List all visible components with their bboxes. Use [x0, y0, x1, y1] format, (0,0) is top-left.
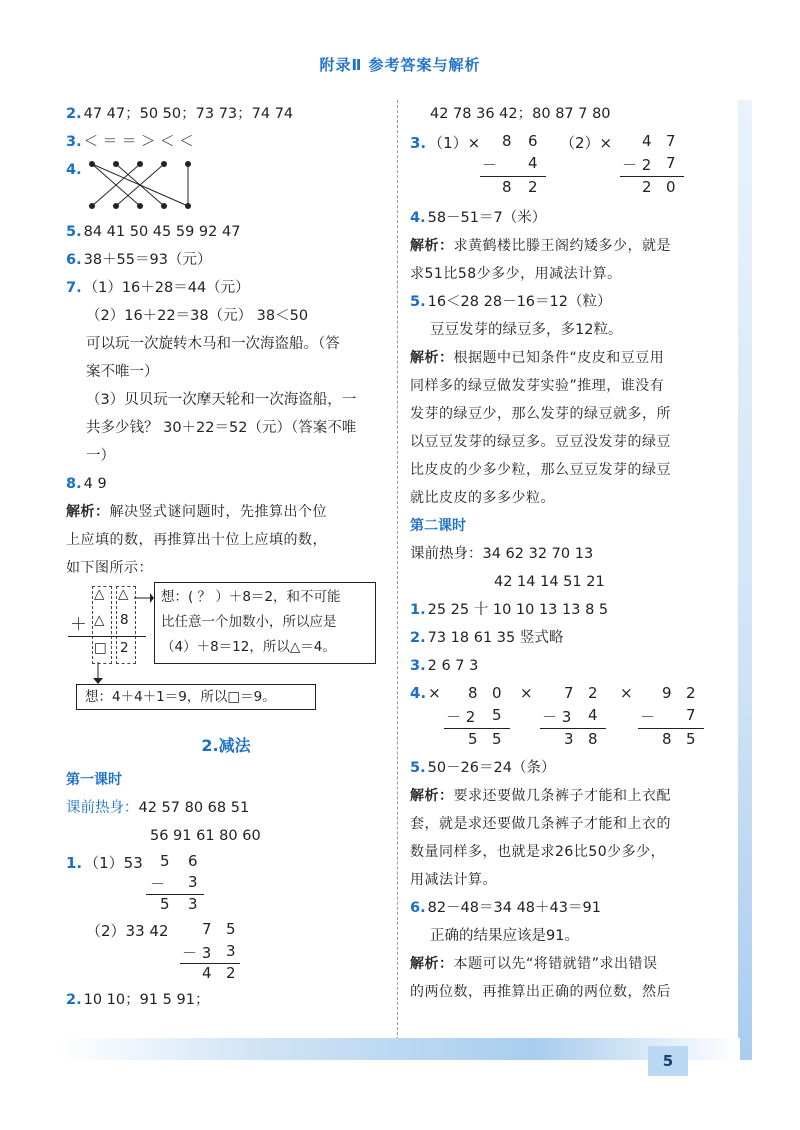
- answer-7-line-2: （2）16＋22＝38（元） 38＜50: [86, 308, 309, 324]
- lesson1-answer-2: 2. 10 10；91 5 91；: [66, 992, 210, 1008]
- answer-7-line-6: 共多少钱？ 30＋22＝52（元）（答案不唯: [86, 420, 357, 436]
- lesson2-answer-6: 6. 82－48＝34 48＋43＝91: [410, 900, 601, 916]
- hint-box: 想：( ？ ）＋8＝2，和不可能 比任意一个加数小，所以应是 （4）＋8＝12，所以△＝4。: [154, 582, 376, 664]
- analysis-lesson2-5: 解析：要求还要做几条裤子才能和上衣配 套，就是求还要做几条裤子才能和上衣的 数量同样多，也就是求26比50少多少， 用减法计算。: [410, 788, 671, 888]
- right-column: [410, 100, 725, 1006]
- arrow-down-icon: [92, 662, 104, 684]
- sum-line: [444, 728, 510, 729]
- sum-line: [638, 728, 704, 729]
- lesson2-answer-2: 2. 73 18 61 35 竖式略: [410, 630, 564, 646]
- warmup-1-row-2: 56 91 61 80 60: [150, 828, 261, 844]
- matching-lines-diagram: [86, 158, 196, 214]
- lesson1-answer-3: 3. （1）× 8 6 － 4 8 2 （2）× 4 7 － 2 7 2 0: [410, 128, 725, 204]
- analysis-lesson2-6: 解析：本题可以先“将错就错”求出错误 的两位数，再推算出正确的两位数，然后: [410, 956, 671, 1000]
- sum-line: [540, 728, 606, 729]
- lesson2-answer-4: 4. × 8 0 － 2 5 5 5 × 7 2 － 3 4 3 8 × 9 2 － 7 8 5: [410, 680, 725, 754]
- lesson2-answer-1: 1. 25 25 十 10 10 13 13 8 5: [410, 602, 609, 618]
- page-header: 附录Ⅱ 参考答案与解析: [319, 56, 481, 74]
- left-column: [66, 100, 386, 1014]
- answer-5: 5. 84 41 50 45 59 92 47: [66, 224, 241, 240]
- lesson1-answer-1-part-1: 1. （1）53 5 6 － 3 5 3: [66, 850, 386, 916]
- section-title-subtraction: 2.减法: [201, 736, 251, 755]
- warmup-2-row-1: 课前热身：34 62 32 70 13: [410, 546, 594, 562]
- answer-3: 3. ＜ ＝ ＝ ＞ ＜ ＜: [66, 134, 194, 150]
- answer-7-line-5: （3）贝贝玩一次摩天轮和一次海盗船，一: [86, 392, 357, 408]
- hint-box-2: 想：4＋4＋1＝9，所以□＝9。: [76, 684, 316, 710]
- analysis-5: 解析：根据题中已知条件“皮皮和豆豆用 同样多的绿豆做发芽实验”推理，谁没有 发芽的绿豆少，那么发芽的绿豆就多，所 以豆豆发芽的绿豆多。豆豆没发芽的绿豆 比皮皮的少多少粒，那么豆豆发芽的绿豆 就比皮皮的多多少粒。: [410, 350, 671, 506]
- answer-4: 4.: [66, 156, 386, 212]
- answer-7-line-7: 一）: [86, 448, 115, 464]
- lesson2-answer-6-line-2: 正确的结果应该是91。: [430, 928, 579, 944]
- sum-line: [68, 636, 146, 637]
- sum-line: [480, 176, 546, 177]
- answer-2: 2. 47 47；50 50；73 73；74 74: [66, 106, 294, 122]
- lesson2-answer-5: 5. 50－26＝24（条）: [410, 760, 556, 776]
- lesson1-answer-2-continued: 42 78 36 42；80 87 7 80: [430, 106, 611, 122]
- warmup-1-row-1: 课前热身：42 57 80 68 51: [66, 800, 250, 816]
- decorative-footer-band: [60, 1038, 740, 1060]
- answer-6: 6. 38＋55＝93（元）: [66, 252, 212, 268]
- analysis-4: 解析：求黄鹤楼比滕王阁约矮多少，就是 求51比58少多少，用减法计算。: [410, 238, 671, 282]
- warmup-2-row-2: 42 14 14 51 21: [494, 574, 605, 590]
- vertical-puzzle-diagram: △ △ ＋ △ 8 □ 2 想：( ？ ）＋8＝2，和不可能 比任意一个加数小，所以应是 （4）＋8＝12，所以△＝4。 想：4＋4＋1＝9，所以□＝9。: [66, 582, 386, 712]
- lesson1-answer-5: 5. 16＜28 28－16＝12（粒）: [410, 294, 612, 310]
- answer-7-line-3: 可以玩一次旋转木马和一次海盗船。（答: [86, 336, 340, 352]
- answer-7-line-4: 案不唯一）: [86, 364, 159, 380]
- lesson1-answer-5-line-2: 豆豆发芽的绿豆多，多12粒。: [430, 322, 623, 338]
- answer-7-line-1: 7. （1）16＋28＝44（元）: [66, 280, 250, 296]
- column-divider: [397, 100, 398, 1050]
- page-number: 5: [648, 1046, 688, 1076]
- arrow-right-icon: [134, 588, 154, 608]
- lesson1-answer-1-part-2: （2）33 42 7 5 － 3 3 4 2: [66, 916, 386, 986]
- lesson2-answer-3: 3. 2 6 7 3: [410, 658, 479, 674]
- analysis-8: 解析：解决竖式谜问题时，先推算出个位 上应填的数，再推算出十位上应填的数， 如下图所示：: [66, 504, 327, 576]
- decorative-side-band: [738, 100, 752, 1060]
- answer-8: 8. 4 9: [66, 476, 107, 492]
- lesson1-answer-4: 4. 58－51＝7（米）: [410, 210, 547, 226]
- sum-line: [620, 176, 684, 177]
- lesson-1-title: 第一课时: [66, 772, 122, 788]
- lesson-2-title: 第二课时: [410, 518, 466, 534]
